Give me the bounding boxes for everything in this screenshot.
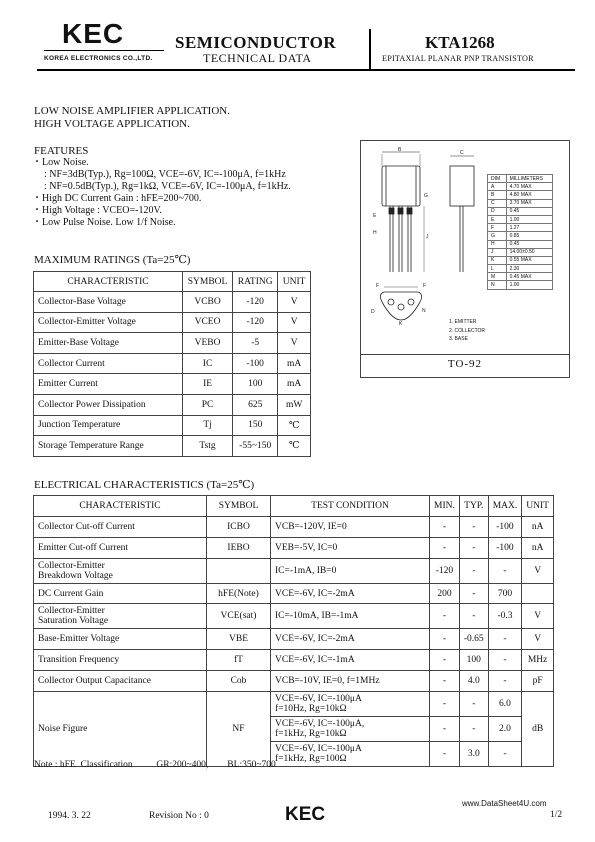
cell: IC <box>183 353 233 374</box>
max-ratings-title: MAXIMUM RATINGS (Ta=25℃) <box>34 254 191 266</box>
dim-label-c: C <box>460 150 464 156</box>
cell: - <box>488 650 522 671</box>
table-row <box>34 374 311 395</box>
cell: DC Current Gain <box>34 584 207 604</box>
cell: ℃ <box>278 415 311 436</box>
cell: IC=-10mA, IB=-1mA <box>271 604 430 629</box>
cell: V <box>278 312 311 333</box>
cell: -0.3 <box>488 604 522 629</box>
package-outline-drawing <box>362 142 487 327</box>
dim-value: 0.45 <box>506 207 552 215</box>
dim-key: E <box>488 215 507 223</box>
cell: - <box>459 604 488 629</box>
cell: - <box>430 692 460 717</box>
dim-key: A <box>488 183 507 191</box>
cell: - <box>430 671 460 692</box>
dim-value: 0.45 <box>506 240 552 248</box>
part-description: EPITAXIAL PLANAR PNP TRANSISTOR <box>382 54 534 63</box>
cell: - <box>430 604 460 629</box>
feature-item: ・Low Pulse Noise. Low 1/f Noise. <box>32 217 176 228</box>
dim-value: 4.80 MAX <box>506 191 552 199</box>
col-header: UNIT <box>278 272 311 292</box>
cell: V <box>278 333 311 354</box>
table-row <box>34 394 311 415</box>
col-header: RATING <box>233 272 278 292</box>
cell: nA <box>522 517 554 538</box>
dimension-table <box>487 174 553 290</box>
cell: Collector Output Capacitance <box>34 671 207 692</box>
cell: -5 <box>233 333 278 354</box>
cell: ICBO <box>207 517 271 538</box>
cell: V <box>522 604 554 629</box>
footer-revision: Revision No : 0 <box>149 811 209 821</box>
cell: - <box>430 538 460 559</box>
cell: Collector-Emitter Breakdown Voltage <box>34 559 207 584</box>
cell: VCE=-6V, IC=-100μA, f=1kHz, Rg=10kΩ <box>271 717 430 742</box>
dim-label-e: E <box>373 213 377 219</box>
dim-key: D <box>488 207 507 215</box>
col-header: MAX. <box>488 496 522 517</box>
footer-website: www.DataSheet4U.com <box>462 799 547 808</box>
cell: IC=-1mA, IB=0 <box>271 559 430 584</box>
dim-key: F <box>488 224 507 232</box>
cell: Collector-Base Voltage <box>34 292 183 313</box>
cell: Storage Temperature Range <box>34 436 183 457</box>
pin-item: 3. BASE <box>449 336 468 342</box>
features-title: FEATURES <box>34 145 89 157</box>
cell: Emitter-Base Voltage <box>34 333 183 354</box>
cell: 200 <box>430 584 460 604</box>
cell: -0.65 <box>459 629 488 650</box>
dim-value: 0.45 MAX <box>506 273 552 281</box>
cell: VCE=-6V, IC=-100μA f=10Hz, Rg=10kΩ <box>271 692 430 717</box>
dim-value: 3.70 MAX <box>506 199 552 207</box>
cell: hFE(Note) <box>207 584 271 604</box>
pin-item: 2. COLLECTOR <box>449 327 486 334</box>
cell: - <box>459 717 488 742</box>
cell: Emitter Cut-off Current <box>34 538 207 559</box>
classification-note: Note : hFE Classification GR:200~400, BL:350~700 <box>34 760 276 770</box>
cell: IE <box>183 374 233 395</box>
cell: V <box>522 559 554 584</box>
cell: mA <box>278 353 311 374</box>
cell: Transition Frequency <box>34 650 207 671</box>
cell: Base-Emitter Voltage <box>34 629 207 650</box>
cell: VCB=-10V, IE=0, f=1MHz <box>271 671 430 692</box>
col-header: SYMBOL <box>207 496 271 517</box>
cell: 2.0 <box>488 717 522 742</box>
dim-label-j: J <box>426 234 429 240</box>
cell: Collector-Emitter Saturation Voltage <box>34 604 207 629</box>
cell: - <box>459 559 488 584</box>
package-divider <box>360 354 570 355</box>
dim-label-d: D <box>371 309 375 315</box>
cell: - <box>459 538 488 559</box>
feature-item: ・Low Noise. <box>32 157 89 168</box>
table-row <box>34 692 554 717</box>
cell: 100 <box>233 374 278 395</box>
cell: - <box>430 517 460 538</box>
header-rule <box>37 69 575 71</box>
cell: Cob <box>207 671 271 692</box>
cell: ℃ <box>278 436 311 457</box>
dim-value: 0.85 <box>506 232 552 240</box>
electrical-characteristics-table <box>33 495 554 767</box>
cell: - <box>459 584 488 604</box>
dim-value: 14.00±0.50 <box>506 248 552 256</box>
table-row <box>34 538 554 559</box>
cell: Collector Current <box>34 353 183 374</box>
dim-label-k: K <box>399 321 403 327</box>
feature-item: : NF=3dB(Typ.), Rg=100Ω, VCE=-6V, IC=-100μA, f=1kHz <box>44 169 286 180</box>
dim-value: 2.30 <box>506 265 552 273</box>
header-divider <box>369 29 371 69</box>
cell: 625 <box>233 394 278 415</box>
cell: NF <box>207 692 271 767</box>
table-row <box>34 312 311 333</box>
col-header: MIN. <box>430 496 460 517</box>
cell: VCE(sat) <box>207 604 271 629</box>
dim-label-b: B <box>398 147 402 153</box>
kec-logo: KEC <box>62 18 125 49</box>
cell: 100 <box>459 650 488 671</box>
cell: VEB=-5V, IC=0 <box>271 538 430 559</box>
cell: Collector-Emitter Voltage <box>34 312 183 333</box>
dim-label-h: H <box>373 230 377 236</box>
dim-label-f: F <box>376 283 380 289</box>
table-row <box>34 415 311 436</box>
table-row <box>34 353 311 374</box>
col-header: SYMBOL <box>183 272 233 292</box>
cell: PC <box>183 394 233 415</box>
cell: VCE=-6V, IC=-2mA <box>271 584 430 604</box>
dim-key: L <box>488 265 507 273</box>
cell: Tj <box>183 415 233 436</box>
col-header: UNIT <box>522 496 554 517</box>
dim-header: MILLIMETERS <box>506 175 552 183</box>
max-ratings-table <box>33 271 311 457</box>
cell: VCE=-6V, IC=-100μA f=1kHz, Rg=100Ω <box>271 742 430 767</box>
cell: - <box>430 650 460 671</box>
cell: dB <box>522 692 554 767</box>
cell: Junction Temperature <box>34 415 183 436</box>
cell: Noise Figure <box>34 692 207 767</box>
dim-key: M <box>488 273 507 281</box>
pin-item: 1. EMITTER <box>449 319 477 325</box>
cell <box>522 584 554 604</box>
cell: V <box>522 629 554 650</box>
pin-list <box>449 318 485 344</box>
cell: IEBO <box>207 538 271 559</box>
dim-label-n: N <box>422 308 426 314</box>
dim-value: 0.55 MAX <box>506 256 552 264</box>
cell: - <box>430 742 460 767</box>
cell: - <box>488 559 522 584</box>
col-header: TYP. <box>459 496 488 517</box>
cell: -120 <box>430 559 460 584</box>
dim-value: 1.00 <box>506 281 552 289</box>
cell: VBE <box>207 629 271 650</box>
dim-header: DIM <box>488 175 507 183</box>
table-row <box>34 604 554 629</box>
dim-value: 4.70 MAX <box>506 183 552 191</box>
header-subtitle: TECHNICAL DATA <box>203 51 312 65</box>
cell: 4.0 <box>459 671 488 692</box>
cell: 3.0 <box>459 742 488 767</box>
elec-title: ELECTRICAL CHARACTERISTICS (Ta=25℃) <box>34 479 255 491</box>
logo-underline <box>44 50 164 51</box>
dim-key: G <box>488 232 507 240</box>
feature-item: ・High DC Current Gain : hFE=200~700. <box>32 193 202 204</box>
dim-value: 1.27 <box>506 224 552 232</box>
cell: -55~150 <box>233 436 278 457</box>
table-row <box>34 436 311 457</box>
table-row <box>34 559 554 584</box>
cell: 700 <box>488 584 522 604</box>
dim-value: 1.00 <box>506 215 552 223</box>
cell: -120 <box>233 312 278 333</box>
col-header: TEST CONDITION <box>271 496 430 517</box>
cell: Collector Power Dissipation <box>34 394 183 415</box>
cell: VCEO <box>183 312 233 333</box>
cell: -120 <box>233 292 278 313</box>
table-row <box>34 671 554 692</box>
header-title: SEMICONDUCTOR <box>175 33 337 52</box>
col-header: CHARACTERISTIC <box>34 272 183 292</box>
cell: VCE=-6V, IC=-2mA <box>271 629 430 650</box>
cell: nA <box>522 538 554 559</box>
part-number: KTA1268 <box>425 33 495 52</box>
cell: - <box>459 517 488 538</box>
cell: MHz <box>522 650 554 671</box>
application-line-2: HIGH VOLTAGE APPLICATION. <box>34 118 190 130</box>
table-row <box>34 517 554 538</box>
cell: VCE=-6V, IC=-1mA <box>271 650 430 671</box>
application-line-1: LOW NOISE AMPLIFIER APPLICATION. <box>34 105 230 117</box>
dim-label-f2: F <box>423 283 427 289</box>
dim-key: J <box>488 248 507 256</box>
cell: - <box>430 629 460 650</box>
cell: VCB=-120V, IE=0 <box>271 517 430 538</box>
cell: - <box>430 717 460 742</box>
cell: pF <box>522 671 554 692</box>
cell: -100 <box>488 517 522 538</box>
table-row <box>34 292 311 313</box>
cell: - <box>488 629 522 650</box>
table-row <box>34 584 554 604</box>
cell: fT <box>207 650 271 671</box>
cell: Collector Cut-off Current <box>34 517 207 538</box>
footer-date: 1994. 3. 22 <box>48 811 91 821</box>
cell: -100 <box>488 538 522 559</box>
dim-key: N <box>488 281 507 289</box>
package-name: TO-92 <box>447 358 483 370</box>
cell: 150 <box>233 415 278 436</box>
dim-key: H <box>488 240 507 248</box>
feature-item: ・High Voltage : VCEO=-120V. <box>32 205 162 216</box>
table-row <box>34 333 311 354</box>
cell: Emitter Current <box>34 374 183 395</box>
dim-label-g: G <box>424 193 428 199</box>
cell: VEBO <box>183 333 233 354</box>
footer-kec-logo: KEC <box>285 804 326 825</box>
dim-key: B <box>488 191 507 199</box>
cell: - <box>459 692 488 717</box>
footer-page-number: 1/2 <box>550 810 563 820</box>
cell: - <box>488 742 522 767</box>
cell: V <box>278 292 311 313</box>
cell: 6.0 <box>488 692 522 717</box>
table-row <box>34 650 554 671</box>
cell: mW <box>278 394 311 415</box>
cell: -100 <box>233 353 278 374</box>
table-row <box>34 629 554 650</box>
cell: - <box>488 671 522 692</box>
feature-item: : NF=0.5dB(Typ.), Rg=1kΩ, VCE=-6V, IC=-100μA, f=1kHz. <box>44 181 291 192</box>
cell: VCBO <box>183 292 233 313</box>
cell <box>207 559 271 584</box>
company-name: KOREA ELECTRONICS CO.,LTD. <box>44 55 153 62</box>
dim-key: C <box>488 199 507 207</box>
dim-key: K <box>488 256 507 264</box>
col-header: CHARACTERISTIC <box>34 496 207 517</box>
cell: Tstg <box>183 436 233 457</box>
cell: mA <box>278 374 311 395</box>
